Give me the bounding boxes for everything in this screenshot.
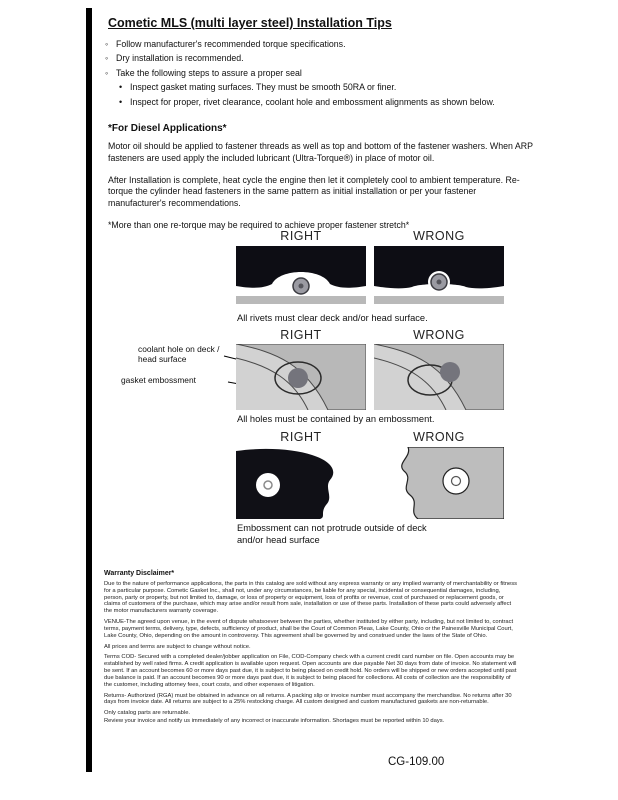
wrong-rivet-illustration-icon: [374, 246, 504, 309]
warranty-heading: Warranty Disclaimer*: [104, 570, 175, 577]
diesel-paragraph-3: *More than one re-torque may be required to achieve proper fastener stretch*: [108, 219, 410, 230]
right-label-row3: RIGHT: [280, 430, 322, 444]
installation-tips-section: [104, 16, 536, 242]
coolant-hole-label: coolant hole on deck / head surface: [138, 344, 220, 364]
warranty-paragraph: Returns- Authorized (RGA) must be obtained in advance on all returns. A packing slip or invoice number must accompany the merchandise. No returns after 30 days from invoice date. All returns are subject to a 25% restocking charge. All custom designed and custom manufactured gaskets are non-returnable.: [104, 692, 512, 706]
tip-text: Take the following steps to assure a proper seal: [116, 67, 302, 78]
right-rivet-illustration-icon: [236, 246, 366, 309]
diesel-paragraph-2: After Installation is complete, heat cycle the engine then let it completely cool to ambient temperature. Re-torque the cylinder head fasteners in the same pattern as initial installation or per your fastener manufacturer's recommendations.: [108, 174, 520, 209]
tip-item: [104, 68, 536, 80]
right-embossment-diagram: [236, 344, 366, 410]
wrong-protrusion-diagram: [374, 447, 504, 519]
tip-item: [104, 53, 536, 65]
warranty-paragraph: All prices and terms are subject to change without notice.: [104, 643, 251, 650]
left-border-bar: [86, 8, 92, 772]
tip-sub-item: [104, 82, 536, 94]
tip-text: Inspect for proper, rivet clearance, coolant hole and embossment alignments as shown below.: [130, 96, 495, 107]
page-title: Cometic MLS (multi layer steel) Installation Tips: [108, 16, 392, 30]
right-protrusion-illustration-icon: [236, 447, 366, 519]
wrong-embossment-diagram: [374, 344, 504, 410]
wrong-protrusion-illustration-icon: [374, 447, 504, 519]
tip-text: Dry installation is recommended.: [116, 53, 244, 64]
page-number: CG-109.00: [388, 756, 445, 768]
wrong-label-row2: WRONG: [413, 328, 465, 342]
gasket-embossment-label: gasket embossment: [121, 375, 196, 385]
wrong-label-row1: WRONG: [413, 229, 465, 243]
diesel-applications-heading: *For Diesel Applications*: [108, 123, 227, 135]
right-label-row1: RIGHT: [280, 229, 322, 243]
right-rivet-diagram: [236, 246, 366, 309]
wrong-embossment-illustration-icon: [374, 344, 504, 410]
right-embossment-illustration-icon: [236, 344, 366, 410]
wrong-rivet-diagram: [374, 246, 504, 309]
tip-text: Follow manufacturer's recommended torque specifications.: [116, 39, 346, 49]
warranty-paragraph: Review your invoice and notify us immediately of any incorrect or inaccurate information. Shortages must be reported within 10 days.: [104, 718, 445, 725]
rivet-caption: All rivets must clear deck and/or head surface.: [237, 313, 428, 323]
warranty-paragraph: VENUE-The agreed upon venue, in the event of dispute whatsoever between the parties, whether instituted by either party, including, but not limited to, contract terms, payment terms, delivery, type, defects, sufficiency of product, shall be the Court of Common Pleas, Lake County, Ohio or the Painesville Municipal Court, Lake County, Ohio, depending on the amount in controversy. This agreement shall be governed by and construed under the laws of the State of Ohio.: [104, 619, 514, 639]
tip-sub-item: [104, 97, 536, 109]
protrusion-caption: Embossment can not protrude outside of deck and/or head surface: [237, 523, 427, 545]
warranty-paragraph: Due to the nature of performance applications, the parts in this catalog are sold without any express warranty or any implied warranty of merchantability or fitness for a particular purpose. Cometic Gasket Inc., shall not, under any circumstances, be liable for any special, incidental or consequential damages, including, person, party or property, but not limited to, damage, or loss of property or equipment, loss of profits or revenue, cost of purchased or replacement goods, or claims of customers of the purchase, which may arise and/or result from sale, installation or use of these parts. Installation of these parts could adversely affect the motor manufacturers warranty coverage.: [104, 581, 518, 615]
right-label-row2: RIGHT: [280, 328, 322, 342]
warranty-paragraph: Terms COD- Secured with a completed dealer/jobber application on File, COD-Company check with a current credit card number on file. Open accounts may be established by well rated firms. A credit application is available upon request. Open accounts are due payable Net 30 days from date of invoice. No statement will be sent. If an account becomes 60 or more days past due, it is subject to being placed on credit hold. No orders will be shipped or new orders accepted until past due balance is paid. If an account becomes 90 or more days past due, it is subject to being placed for collections. All costs of collection are the responsibility of the customer, including attorney fees, court costs, and other expenses of litigation.: [104, 654, 517, 688]
warranty-paragraph: Only catalog parts are returnable.: [104, 710, 191, 717]
right-protrusion-diagram: [236, 447, 366, 519]
tip-text: Inspect gasket mating surfaces. They must be smooth 50RA or finer.: [130, 82, 397, 93]
tip-item: [104, 39, 536, 51]
diesel-paragraph-1: Motor oil should be applied to fastener threads as well as top and bottom of the fastener washers. When ARP fasteners are used apply the included lubricant (Ultra-Torque®) in place of motor oil.: [108, 141, 533, 164]
warranty-disclaimer-section: [104, 570, 518, 729]
embossment-caption: All holes must be contained by an embossment.: [237, 414, 435, 424]
wrong-label-row3: WRONG: [413, 430, 465, 444]
